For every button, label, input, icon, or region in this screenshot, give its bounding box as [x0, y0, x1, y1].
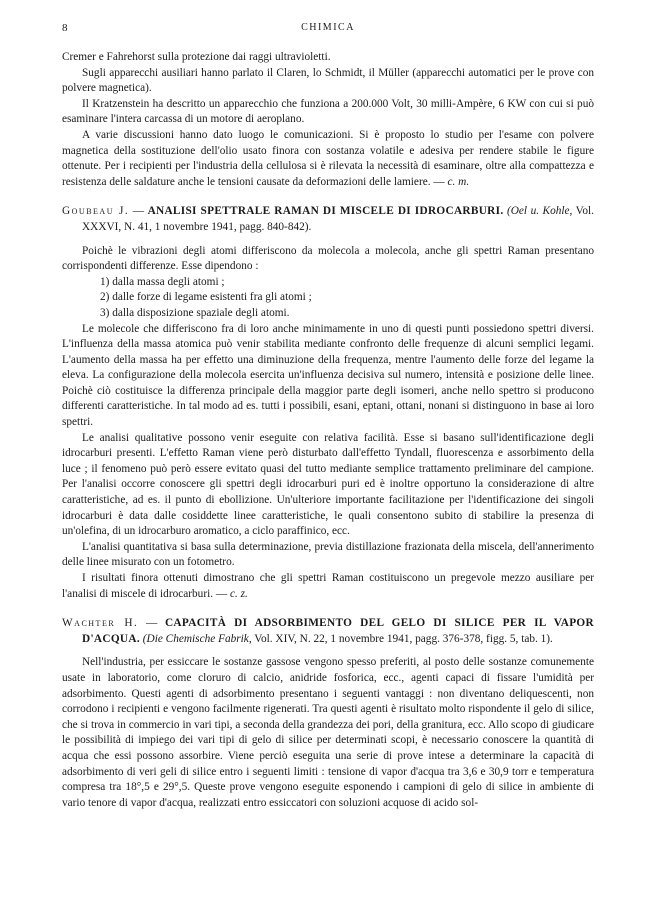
article-author: Goubeau J. [62, 205, 130, 218]
dash: — [146, 617, 158, 630]
dash: — [132, 205, 145, 218]
paragraph-text: I risultati finora ottenuti dimostrano che gli spettri Raman costituiscono un pregevole mezzo ausiliare per l'analisi di miscele di idrocarburi. — [62, 572, 594, 600]
source-journal: (Oel u. Kohle [506, 205, 570, 218]
source-details: , Vol. XIV, N. 22, 1 novembre 1941, pagg. 376-378, figg. 5, tab. 1). [248, 632, 553, 645]
author-initials: c. m. [447, 175, 470, 188]
page-number: 8 [62, 22, 68, 34]
paragraph: Cremer e Fahrehorst sulla protezione dai raggi ultravioletti. [62, 51, 331, 63]
article-heading [62, 616, 594, 647]
page-header [62, 22, 594, 38]
paragraph: Nell'industria, per essiccare le sostanze gassose vengono spesso preferiti, al posto delle sostanze comunemente usate in laboratorio, come cloruro di calcio, anidride fosforica, ecc., agenti capaci di fissare l'umidità per adsorbimento. Questi agenti di adsorbimento presentano i seguenti vantaggi : non diventano deliquescenti, non corrodono i recipienti e vengono facilmente rigenerati. Tra questi agenti è risultato molto rispondente il gelo di silice, che si trova in commercio in vari tipi, a seconda della grandezza dei pori, della granitura, ecc. Allo scopo di giudicare le possibilità di impiego dei vari tipi di gelo di silice per determinati scopi, è necessario conoscere la quantità di acqua che essi possono assorbire. Viene perciò eseguita una serie di prove intese a determinare la capacità di adsorbimento di veri geli di silice entro i seguenti limiti : tensione di vapor d'acqua tra 3,6 e 30,9 torr e temperatura compresa tra 18°,5 e 29°,5. Queste prove vengono eseguite esponendo i campioni di gelo di silice in ambiente di vario tenore di vapor d'acqua, realizzati entro essiccatori con soluzioni acquose di acido sol- [62, 656, 594, 809]
running-title: CHIMICA [301, 22, 355, 33]
source-journal: (Die Chemische Fabrik [142, 632, 249, 645]
article-title: ANALISI SPETTRALE RAMAN DI MISCELE DI IDROCARBURI. [147, 205, 504, 218]
paragraph: Sugli apparecchi ausiliari hanno parlato il Claren, lo Schmidt, il Müller (apparecchi automatici per le prove con polvere magnetica). [62, 66, 594, 95]
paragraph: Le analisi qualitative possono venir eseguite con relativa facilità. Esse si basano sull'identificazione degli idrocarburi presenti. L'effetto Raman viene però disturbato dall'effetto Tyndall, fluorescenza e assorbimento della luce ; il fenomeno può però essere evitato quasi del tutto mediante semplice trattamento preliminare del campione. Per l'analisi occorre conoscere gli spettri degli idrocarburi puri ed è inoltre opportuno la considerazione di altre caratteristiche, ad es. il punto di ebollizione. Un'ulteriore importante facilitazione per l'identificazione dei singoli idrocarburi è data dalle cosiddette linee caratteristiche, le quali consentono subito di stabilire la presenza di un'olefina, di un idrocarburo aromatico, a ciclo paraffinico, ecc. [62, 431, 594, 538]
author-initials: c. z. [230, 587, 248, 600]
paragraph [62, 128, 594, 190]
paragraph: L'analisi quantitativa si basa sulla determinazione, previa distillazione frazionata della miscela, dell'annerimento delle linee misurato con un fotometro. [62, 540, 594, 569]
list-item: 2) dalle forze di legame esistenti fra gli atomi ; [100, 291, 312, 304]
list-item: 3) dalla disposizione spaziale degli atomi. [100, 306, 290, 319]
paragraph: Le molecole che differiscono fra di loro anche minimamente in uno di questi punti possiedono spettri diversi. L'influenza della massa atomica può venir stabilita mediante confronto delle frequenze di alcuni semplici legami. L'aumento della massa ha per effetto una diminuzione della frequenza, mentre l'aumento delle forze del legame la eleva. La configurazione della molecola esercita un'influenza decisiva sul numero, intensità e posizione delle linee. Poichè ciò costituisce la differenza principale della maggior parte degli isomeri, anche nello spettro si producono differenti caratteristiche. In tal modo ad es. tutti i possibili, esani, eptani, ottani, nonani si distinguono in base ai loro spettri. [62, 322, 594, 429]
list-item: 1) dalla massa degli atomi ; [100, 275, 225, 288]
page-body [62, 50, 594, 811]
numbered-list [62, 275, 594, 322]
paragraph [62, 571, 594, 602]
article-author: Wachter H. [62, 617, 139, 630]
paragraph-text: A varie discussioni hanno dato luogo le comunicazioni. Si è proposto lo studio per l'esame con polvere magnetica della sostituzione dell'olio usato finora con sostanza volatile e adesiva per rendere stabile le figure ottenute. Per i recipienti per l'industria della cellulosa si è rilevata la necessità di esaminare, oltre alla compattezza e resistenza delle saldature anche le tensioni causate da deformazioni delle lamiere. — [62, 128, 594, 188]
paragraph: Il Kratzenstein ha descritto un apparecchio che funziona a 200.000 Volt, 30 milli-Ampère, 6 KW con cui si può esaminare l'intera carcassa di un motore di aeroplano. [62, 97, 594, 126]
source-details: , Vol. XXXVI, N. 41, 1 novembre 1941, pagg. 840-842). [82, 205, 594, 233]
article-title: CAPACITÀ DI ADSORBIMENTO DEL GELO DI SILICE PER IL VAPOR D'ACQUA. [82, 617, 594, 645]
article-heading [62, 204, 594, 235]
paragraph: Poichè le vibrazioni degli atomi differiscono da molecola a molecola, anche gli spettri Raman presentano corrispondenti differenze. Esse dipendono : [62, 244, 594, 273]
